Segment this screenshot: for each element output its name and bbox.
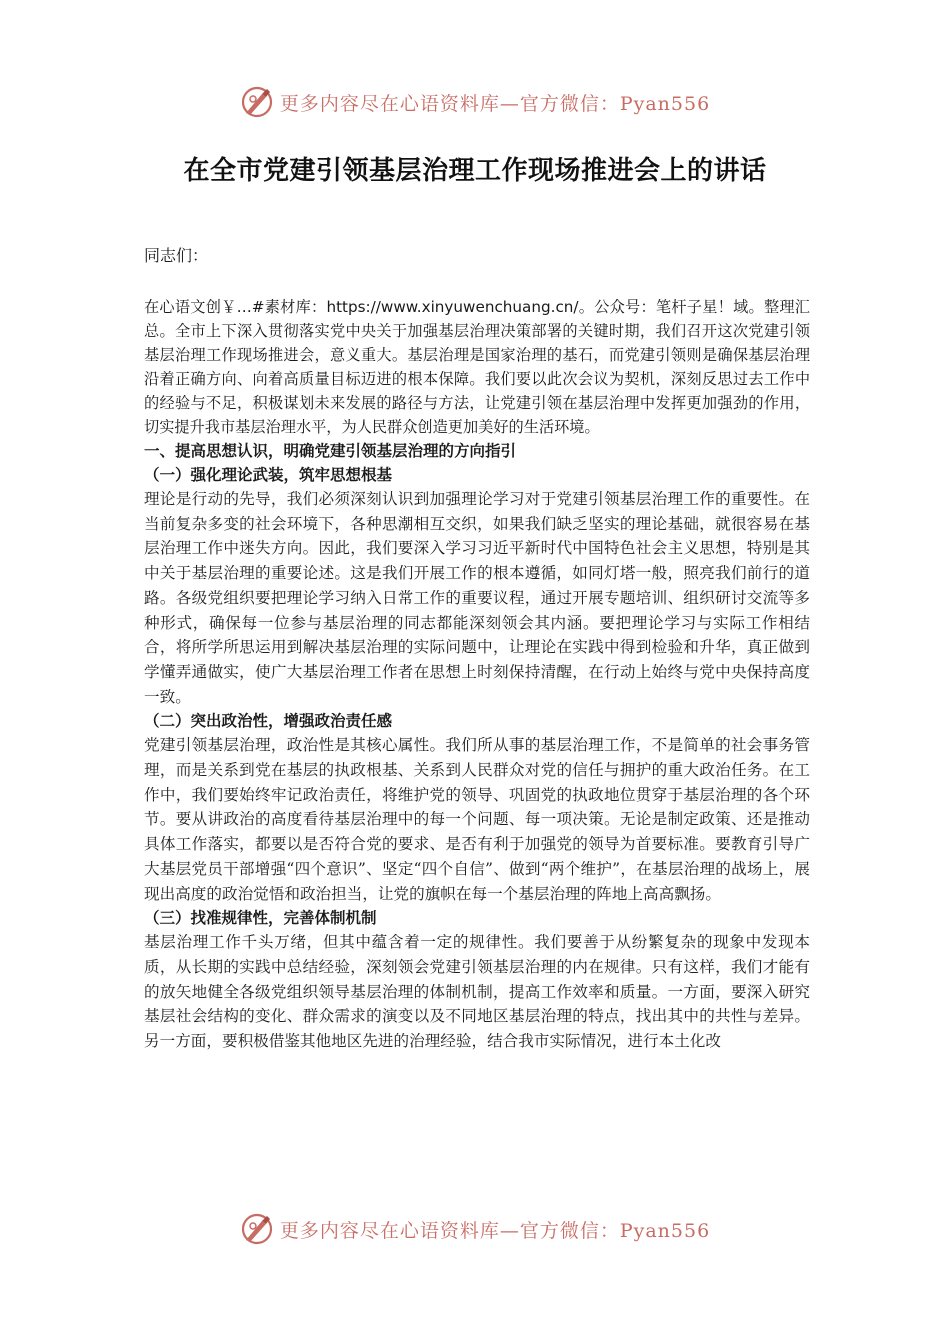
subsection-heading-2: （二）突出政治性，增强政治责任感 xyxy=(144,712,393,731)
salutation: 同志们： xyxy=(144,246,209,265)
pen-logo-icon xyxy=(240,1212,274,1246)
subsection-heading-1: （一）强化理论武装，筑牢思想根基 xyxy=(144,466,393,484)
subsection-heading-3: （三）找准规律性，完善体制机制 xyxy=(144,909,377,928)
watermark-text: 更多内容尽在心语资料库—官方微信：Pyan556 xyxy=(279,1219,711,1242)
section-heading-1: 一、提高思想认识，明确党建引领基层治理的方向指引 xyxy=(144,442,517,460)
subsection-paragraph-3: 基层治理工作千头万绪，但其中蕴含着一定的规律性。我们要善于从纷繁复杂的现象中发现本质，从长期的实践中总结经验，深刻领会党建引领基层治理的内在规律。只有这样，我们才能有的放矢地健全各级党组织领导基层治理的体制机制，提高工作效率和质量。一方面，要深入研究基层社会结构的变化、群众需求的演变以及不同地区基层治理的特点，找出其中的共性与差异。另一方面，要积极借鉴其他地区先进的治理经验，结合我市实际情况，进行本土化改 xyxy=(144,933,810,1051)
watermark-text: 更多内容尽在心语资料库—官方微信：Pyan556 xyxy=(279,92,711,115)
subsection-paragraph-2: 党建引领基层治理，政治性是其核心属性。我们所从事的基层治理工作，不是简单的社会事务管理，而是关系到党在基层的执政根基、关系到人民群众对党的信任与拥护的重大政治任务。在工作中，我们要始终牢记政治责任，将维护党的领导、巩固党的执政地位贯穿于基层治理的各个环节。要从讲政治的高度看待基层治理中的每一个问题、每一项决策。无论是制定政策、还是推动具体工作落实，都要以是否符合党的要求、是否有利于加强党的领导为首要标准。要教育引导广大基层党员干部增强“四个意识”、坚定“四个自信”、做到“两个维护”，在基层治理的战场上，展现出高度的政治觉悟和政治担当，让党的旗帜在每一个基层治理的阵地上高高飘扬。 xyxy=(144,736,810,903)
footer-watermark-banner xyxy=(0,1209,950,1249)
header-watermark-banner xyxy=(0,82,950,122)
intro-paragraph: 在心语文创￥…#素材库：https://www.xinyuwenchuang.cn/。公众号：笔杆子星！域。整理汇总。全市上下深入贯彻落实党中央关于加强基层治理决策部署的关键时期，我们召开这次党建引领基层治理工作现场推进会，意义重大。基层治理是国家治理的基石，而党建引领则是确保基层治理沿着正确方向、向着高质量目标迈进的根本保障。我们要以此次会议为契机，深刻反思过去工作中的经验与不足，积极谋划未来发展的路径与方法，让党建引领在基层治理中发挥更加强劲的作用，切实提升我市基层治理水平，为人民群众创造更加美好的生活环境。 xyxy=(144,298,810,436)
document-body xyxy=(144,243,810,1054)
pen-logo-icon xyxy=(240,85,274,119)
subsection-paragraph-1: 理论是行动的先导，我们必须深刻认识到加强理论学习对于党建引领基层治理工作的重要性。在当前复杂多变的社会环境下，各种思潮相互交织，如果我们缺乏坚实的理论基础，就很容易在基层治理工作中迷失方向。因此，我们要深入学习习近平新时代中国特色社会主义思想，特别是其中关于基层治理的重要论述。这是我们开展工作的根本遵循，如同灯塔一般，照亮我们前行的道路。各级党组织要把理论学习纳入日常工作的重要议程，通过开展专题培训、组织研讨交流等多种形式，确保每一位参与基层治理的同志都能深刻领会其内涵。要把理论学习与实际工作相结合，将所学所思运用到解决基层治理的实际问题中，让理论在实践中得到检验和升华，真正做到学懂弄通做实，使广大基层治理工作者在思想上时刻保持清醒，在行动上始终与党中央保持高度一致。 xyxy=(144,490,810,706)
document-title: 在全市党建引领基层治理工作现场推进会上的讲话 xyxy=(183,156,767,186)
